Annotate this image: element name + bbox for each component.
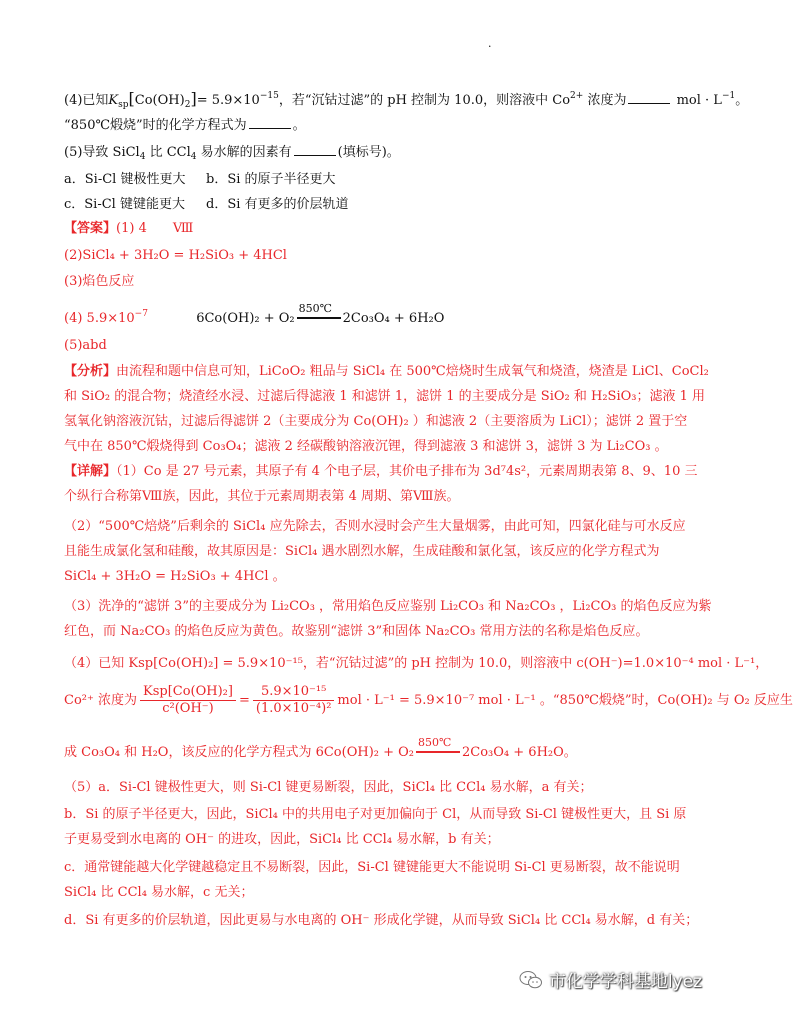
option-c: c．Si-Cl 键键能更大 xyxy=(64,197,185,212)
answer-1: 【答案】(1) 4 Ⅷ xyxy=(64,221,194,236)
analysis-line: 和 SiO₂ 的混合物；烧渣经水浸、过滤后得滤液 1 和滤饼 1，滤饼 1 的主要成分是 SiO₂ 和 H₂SiO₃；滤液 1 用 xyxy=(64,389,706,404)
answer-4: (4) $5.9\times 10^{-7}$ 6Co(OH)₂ + O₂ 850℃ 2Co₃O₄ + 6H₂O xyxy=(64,302,445,326)
detail-line: （5）a．Si-Cl 键极性更大，则 Si-Cl 键更易断裂，因此，SiCl₄ 比 CCl₄ 易水解，a 有关； xyxy=(64,780,593,795)
fraction: $\frac{\text{5.9×10⁻¹⁵}}{\text{(1.0×10⁻⁴)²}}$ xyxy=(253,684,335,717)
answer-3: (3)焰色反应 xyxy=(64,274,135,289)
detail-line: b．Si 的原子半径更大，因此，SiCl₄ 中的共用电子对更加偏向于 Cl，从而导致 Si-Cl 键极性更大，且 Si 原 xyxy=(64,807,687,822)
detail-line: SiCl₄ + 3H₂O = H₂SiO₃ + 4HCl 。 xyxy=(64,569,286,584)
reaction-arrow: 850℃ xyxy=(416,742,460,758)
detail-line: 且能生成氯化氢和硅酸，故其原因是：SiCl₄ 遇水剧烈水解，生成硅酸和氯化氢，该反应的化学方程式为 xyxy=(64,544,660,559)
detail-line: c．通常键能越大化学键越稳定且不易断裂，因此，Si-Cl 键键能更大不能说明 Si-Cl 更易断裂，故不能说明 xyxy=(64,860,680,875)
answer-blank xyxy=(628,103,670,104)
option-b: b．Si 的原子半径更大 xyxy=(206,172,336,187)
detail-line: （4）已知 Ksp[Co(OH)₂] = 5.9×10⁻¹⁵，若“沉钴过滤”的 pH 控制为 10.0，则溶液中 c(OH⁻)=1.0×10⁻⁴ mol · L⁻¹， xyxy=(64,656,769,671)
answer-2: (2)SiCl₄ + 3H₂O = H₂SiO₃ + 4HCl xyxy=(64,248,287,263)
watermark: 市化学学科基地lyez xyxy=(519,967,702,992)
option-a: a．Si-Cl 键极性更大 xyxy=(64,172,186,187)
answer-blank xyxy=(294,155,336,156)
detail-line: （2）“500℃焙烧”后剩余的 SiCl₄ 应先除去，否则水浸时会产生大量烟雾，由此可知，四氯化硅与可水反应 xyxy=(64,519,686,534)
option-d: d．Si 有更多的价层轨道 xyxy=(206,197,349,212)
detail-line: d．Si 有更多的价层轨道，因此更易与水电离的 OH⁻ 形成化学键，从而导致 SiCl₄ 比 CCl₄ 易水解，d 有关； xyxy=(64,913,699,928)
answer-5: (5)abd xyxy=(64,338,107,353)
detail-line: （3）洗净的“滤饼 3”的主要成分为 Li₂CO₃ ，常用焰色反应鉴别 Li₂CO₃ 和 Na₂CO₃ ，Li₂CO₃ 的焰色反应为紫 xyxy=(64,599,712,614)
wechat-icon xyxy=(519,970,543,990)
question-5: (5)导致 SiCl$_4$ 比 CCl$_4$ 易水解的因素有 (填标号)。 xyxy=(64,145,400,162)
detail-line: 成 Co₃O₄ 和 H₂O，该反应的化学方程式为 6Co(OH)₂ + O₂ 850℃ 2Co₃O₄ + 6H₂O。 xyxy=(64,736,577,760)
analysis-line: 气中在 850℃煅烧得到 Co₃O₄；滤液 2 经碳酸钠溶液沉锂，得到滤液 3 和滤饼 3，滤饼 3 为 Li₂CO₃ 。 xyxy=(64,439,668,454)
detail-line: 个纵行合称第Ⅷ族，因此，其位于元素周期表第 4 周期、第Ⅷ族。 xyxy=(64,489,460,504)
options-ab xyxy=(64,170,680,190)
detail-line: SiCl₄ 比 CCl₄ 易水解，c 无关； xyxy=(64,885,254,900)
fraction: $\frac{\text{Ksp[Co(OH)₂]}}{\text{c²(OH⁻)}}$ xyxy=(140,684,236,717)
options-cd xyxy=(64,195,680,215)
question-4-equation: “850℃煅烧”时的化学方程式为 。 xyxy=(64,118,306,133)
detail-line: 子更易受到水电离的 OH⁻ 的进攻，因此，SiCl₄ 比 CCl₄ 易水解，b 有关； xyxy=(64,832,500,847)
reaction-arrow: 850℃ xyxy=(297,308,341,324)
detail-fraction-line: Co²⁺ 浓度为 $\frac{\text{Ksp[Co(OH)₂]}}{\text{c²(OH⁻)}}$ = $\frac{\text{5.9×10⁻¹⁵}}{\text{(1.0×10⁻⁴)²}}$ mol · L⁻¹ = 5.9×10⁻⁷ mol · L⁻¹ 。“850℃煅烧”时，Co(OH)₂ 与 O₂ 反应生 xyxy=(64,684,793,716)
header-dot: · xyxy=(488,40,492,53)
detail-line: 红色，而 Na₂CO₃ 的焰色反应为黄色。故鉴别“滤饼 3”和固体 Na₂CO₃ 常用方法的名称是焰色反应。 xyxy=(64,624,649,639)
answer-blank xyxy=(249,128,291,129)
detail-line: 【详解】（1）Co 是 27 号元素，其原子有 4 个电子层，其价电子排布为 3d⁷4s²，元素周期表第 8、9、10 三 xyxy=(64,464,698,479)
question-4: (4)已知$K_{sp}[Co(OH)_2]= 5.9\times 10^{-15}$，若“沉钴过滤”的 pH 控制为 10.0，则溶液中 $Co^{2+}$ 浓度为 mol · $L^{-1}$。 xyxy=(64,89,749,110)
analysis-line: 【分析】由流程和题中信息可知，LiCoO₂ 粗品与 SiCl₄ 在 500℃焙烧时生成氧气和烧渣，烧渣是 LiCl、CoCl₂ xyxy=(64,364,709,379)
analysis-line: 氢氧化钠溶液沉钴，过滤后得滤饼 2（主要成分为 Co(OH)₂ ）和滤液 2（主要溶质为 LiCl）；滤饼 2 置于空 xyxy=(64,414,688,429)
